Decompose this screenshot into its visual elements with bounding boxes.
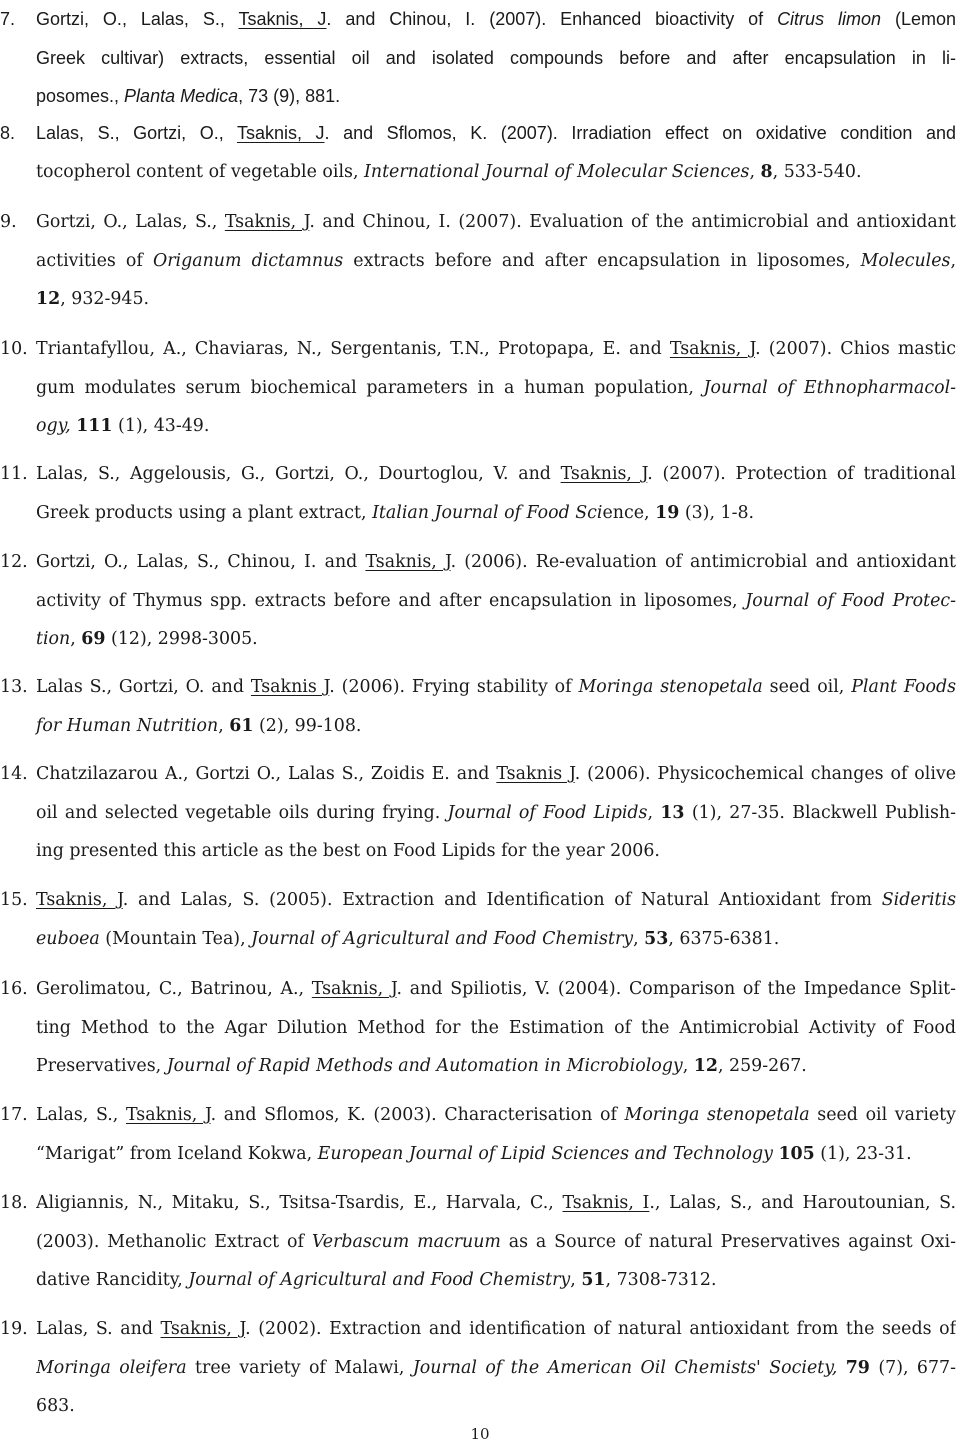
text-run: . (2006). Physicochemical changes of olive xyxy=(574,764,956,784)
author-highlight: Tsaknis, J xyxy=(365,552,451,572)
reference-number: 17. xyxy=(0,1105,28,1125)
text-run: . and Chinou, I. (2007). Evaluation of the antimicrobial and antioxidant xyxy=(309,212,956,232)
volume-number: 12 xyxy=(693,1056,718,1076)
text-run: , xyxy=(950,251,956,271)
reference-line xyxy=(36,203,956,241)
italic-text: Journal of Rapid Methods and Automation in Microbiology xyxy=(166,1056,683,1076)
text-run: , xyxy=(633,929,645,949)
italic-text: Journal of Food Lipids xyxy=(447,803,648,823)
reference-line xyxy=(36,1135,956,1173)
text-run: Gortzi, O., Lalas, S., Chinou, I. and xyxy=(36,552,366,572)
text-run: Gortzi, O., Lalas, S., xyxy=(36,9,239,29)
italic-text: for Human Nutrition xyxy=(36,716,219,736)
author-highlight: Tsaknis, J xyxy=(311,979,397,999)
italic-text: Citrus limon xyxy=(777,9,882,29)
text-run: ., Lalas, S., and Haroutounian, S. xyxy=(649,1193,956,1213)
volume-number: 8 xyxy=(760,162,773,182)
italic-text: Moringa stenopetala xyxy=(624,1105,810,1125)
italic-text: Italian Journal of Food Sci xyxy=(372,503,603,523)
italic-text: European Journal of Lipid Sciences and Technology xyxy=(317,1144,773,1164)
reference-number: 9. xyxy=(0,212,17,232)
text-run: , xyxy=(682,1056,694,1076)
reference-line xyxy=(36,1047,956,1085)
text-run: (1), 43-49. xyxy=(112,416,210,436)
reference-line xyxy=(36,920,956,958)
italic-text: International Journal of Molecular Sciences xyxy=(364,162,750,182)
reference-line xyxy=(36,455,956,493)
text-run: Preservatives, xyxy=(36,1056,167,1076)
text-run: , 533-540. xyxy=(772,162,862,182)
author-highlight: Tsaknis J xyxy=(496,764,575,784)
italic-text: tion xyxy=(36,629,71,649)
text-run: gum modulates serum biochemical parameters in a human population, xyxy=(36,378,704,398)
reference-line xyxy=(36,668,956,706)
author-highlight: Tsaknis, J xyxy=(238,9,327,29)
reference-line xyxy=(36,369,956,407)
reference-line xyxy=(36,1261,956,1299)
reference-line xyxy=(36,39,956,77)
reference-line xyxy=(36,707,956,745)
text-run: . (2002). Extraction and identification of natural antioxidant from the seeds of xyxy=(245,1319,956,1339)
text-run: as a Source of natural Preservatives against Oxi- xyxy=(500,1232,956,1252)
volume-number: 105 xyxy=(778,1144,815,1164)
reference-line xyxy=(36,970,956,1008)
italic-text: Journal of Agricultural and Food Chemistry xyxy=(251,929,634,949)
reference-line xyxy=(36,1310,956,1348)
text-run: . (2007). Protection of traditional xyxy=(647,464,956,484)
reference-number: 12. xyxy=(0,552,28,572)
text-run: . and Chinou, I. (2007). Enhanced bioactivity of xyxy=(326,9,778,29)
text-run: , 932-945. xyxy=(60,289,150,309)
italic-text: Journal of Ethnopharmacol- xyxy=(703,378,956,398)
text-run: . and Lalas, S. (2005). Extraction and Identification of Natural Antioxidant from xyxy=(122,890,882,910)
italic-text: Molecules xyxy=(860,251,951,271)
reference-line xyxy=(36,1387,956,1425)
reference-line xyxy=(36,1349,956,1387)
text-run: (3), 1-8. xyxy=(679,503,755,523)
text-run: , 7308-7312. xyxy=(605,1270,717,1290)
text-run: (Mountain Tea), xyxy=(99,929,252,949)
reference-number: 10. xyxy=(0,339,28,359)
reference-line xyxy=(36,620,956,658)
text-run: Lalas, S. and xyxy=(36,1319,161,1339)
text-run: extracts before and after encapsulation in liposomes, xyxy=(343,251,861,271)
reference-line xyxy=(36,832,956,870)
reference-number: 13. xyxy=(0,677,28,697)
italic-text: Journal of Agricultural and Food Chemistry xyxy=(188,1270,571,1290)
reference-line xyxy=(36,794,956,832)
text-run: . (2007). Chios mastic xyxy=(755,339,956,359)
volume-number: 12 xyxy=(36,289,61,309)
reference-number: 8. xyxy=(0,123,16,143)
reference-line xyxy=(36,1184,956,1222)
text-run: . and Sflomos, K. (2007). Irradiation effect on oxidative condition and xyxy=(324,123,956,143)
author-highlight: Tsaknis, J xyxy=(560,464,648,484)
reference-line xyxy=(36,77,956,115)
text-run: oil and selected vegetable oils during frying. xyxy=(36,803,448,823)
author-highlight: Tsaknis, J xyxy=(224,212,310,232)
italic-text: ogy, xyxy=(36,416,71,436)
text-run: (12), 2998-3005. xyxy=(105,629,258,649)
text-run: ing presented this article as the best on Food Lipids for the year 2006. xyxy=(36,841,660,861)
text-run: , xyxy=(647,803,661,823)
text-run: seed oil, xyxy=(762,677,852,697)
text-run: Lalas, S., xyxy=(36,1105,126,1125)
author-highlight: Tsaknis, J xyxy=(125,1105,211,1125)
volume-number: 51 xyxy=(581,1270,606,1290)
reference-line xyxy=(36,582,956,620)
text-run: Triantafyllou, A., Chaviaras, N., Sergentanis, T.N., Protopapa, E. and xyxy=(36,339,670,359)
text-run: posomes., xyxy=(36,86,125,106)
volume-number: 61 xyxy=(229,716,254,736)
text-run: , 6375-6381. xyxy=(668,929,780,949)
text-run: , xyxy=(70,629,82,649)
text-run: seed oil variety xyxy=(809,1105,956,1125)
text-run: activities of xyxy=(36,251,153,271)
volume-number: 69 xyxy=(81,629,106,649)
text-run: , 259-267. xyxy=(717,1056,807,1076)
text-run: . (2006). Frying stability of xyxy=(329,677,579,697)
reference-line xyxy=(36,407,956,445)
italic-text: Plant Foods xyxy=(851,677,956,697)
italic-text: Planta Medica xyxy=(124,86,239,106)
reference-line xyxy=(36,1223,956,1261)
text-run: (Lemon xyxy=(881,9,956,29)
reference-number: 14. xyxy=(0,764,28,784)
text-run: 683. xyxy=(36,1396,75,1416)
text-run: tree variety of Malawi, xyxy=(186,1358,413,1378)
text-run: , xyxy=(570,1270,582,1290)
italic-text: Origanum dictamnus xyxy=(152,251,344,271)
volume-number: 53 xyxy=(644,929,669,949)
italic-text: Moringa stenopetala xyxy=(578,677,763,697)
text-run: Lalas, S., Aggelousis, G., Gortzi, O., Dourtoglou, V. and xyxy=(36,464,561,484)
reference-line xyxy=(36,330,956,368)
author-highlight: Tsaknis, J xyxy=(160,1319,246,1339)
reference-number: 16. xyxy=(0,979,28,999)
reference-number: 7. xyxy=(0,9,16,29)
reference-line xyxy=(36,242,956,280)
author-highlight: Tsaknis, J xyxy=(36,890,123,910)
volume-number: 79 xyxy=(845,1358,870,1378)
text-run: activity of Thymus spp. extracts before and after encapsulation in liposomes, xyxy=(36,591,746,611)
volume-number: 13 xyxy=(660,803,685,823)
text-run: . (2006). Re-evaluation of antimicrobial and antioxidant xyxy=(450,552,956,572)
text-run: (2003). Methanolic Extract of xyxy=(36,1232,312,1252)
text-run: “Marigat” from Iceland Kokwa, xyxy=(36,1144,318,1164)
text-run: (1), 27-35. Blackwell Publish- xyxy=(684,803,956,823)
text-run: Lalas, S., Gortzi, O., xyxy=(36,123,237,143)
text-run: (1), 23-31. xyxy=(814,1144,912,1164)
volume-number: 19 xyxy=(655,503,680,523)
reference-number: 18. xyxy=(0,1193,28,1213)
text-run: , xyxy=(749,162,761,182)
reference-line xyxy=(36,881,956,919)
author-highlight: Tsaknis, I xyxy=(562,1193,650,1213)
text-run: Chatzilazarou A., Gortzi O., Lalas S., Zoidis E. and xyxy=(36,764,497,784)
page-number: 10 xyxy=(470,1425,490,1443)
reference-line xyxy=(36,755,956,793)
text-run: Greek products using a plant extract, xyxy=(36,503,373,523)
text-run: . and Sflomos, K. (2003). Characterisation of xyxy=(210,1105,625,1125)
text-run: , 73 (9), 881. xyxy=(238,86,341,106)
text-run: Greek cultivar) extracts, essential oil and isolated compounds before and after encapsulation in li- xyxy=(36,48,956,68)
text-run xyxy=(837,1358,845,1378)
italic-text: Journal of Food Protec- xyxy=(745,591,956,611)
text-run: tocopherol content of vegetable oils, xyxy=(36,162,364,182)
volume-number: 111 xyxy=(76,416,113,436)
text-run: ence, xyxy=(602,503,656,523)
text-run: Aligiannis, N., Mitaku, S., Tsitsa-Tsardis, E., Harvala, C., xyxy=(36,1193,563,1213)
italic-text: Sideritis xyxy=(881,890,956,910)
text-run: dative Rancidity, xyxy=(36,1270,189,1290)
italic-text: Verbascum macruum xyxy=(311,1232,501,1252)
italic-text: Journal of the American Oil Chemists' Society, xyxy=(412,1358,838,1378)
author-highlight: Tsaknis J xyxy=(250,677,330,697)
reference-line xyxy=(36,0,956,38)
italic-text: euboea xyxy=(36,929,100,949)
reference-number: 19. xyxy=(0,1319,28,1339)
reference-line xyxy=(36,1096,956,1134)
reference-number: 11. xyxy=(0,464,28,484)
text-run: Lalas S., Gortzi, O. and xyxy=(36,677,251,697)
text-run: . and Spiliotis, V. (2004). Comparison of the Impedance Split- xyxy=(396,979,956,999)
reference-number: 15. xyxy=(0,890,28,910)
text-run: (7), 677- xyxy=(869,1358,956,1378)
reference-line xyxy=(36,1009,956,1047)
reference-line xyxy=(36,494,956,532)
text-run: , xyxy=(218,716,230,736)
text-run: ting Method to the Agar Dilution Method for the Estimation of the Antimicrobial Activity of Food xyxy=(36,1018,956,1038)
text-run: Gerolimatou, C., Batrinou, A., xyxy=(36,979,312,999)
reference-line xyxy=(36,114,956,152)
text-run: (2), 99-108. xyxy=(253,716,362,736)
reference-line xyxy=(36,153,956,191)
reference-line xyxy=(36,543,956,581)
text-run: Gortzi, O., Lalas, S., xyxy=(36,212,225,232)
author-highlight: Tsaknis, J xyxy=(669,339,756,359)
author-highlight: Tsaknis, J xyxy=(236,123,325,143)
reference-line xyxy=(36,280,956,318)
italic-text: Moringa oleifera xyxy=(36,1358,187,1378)
